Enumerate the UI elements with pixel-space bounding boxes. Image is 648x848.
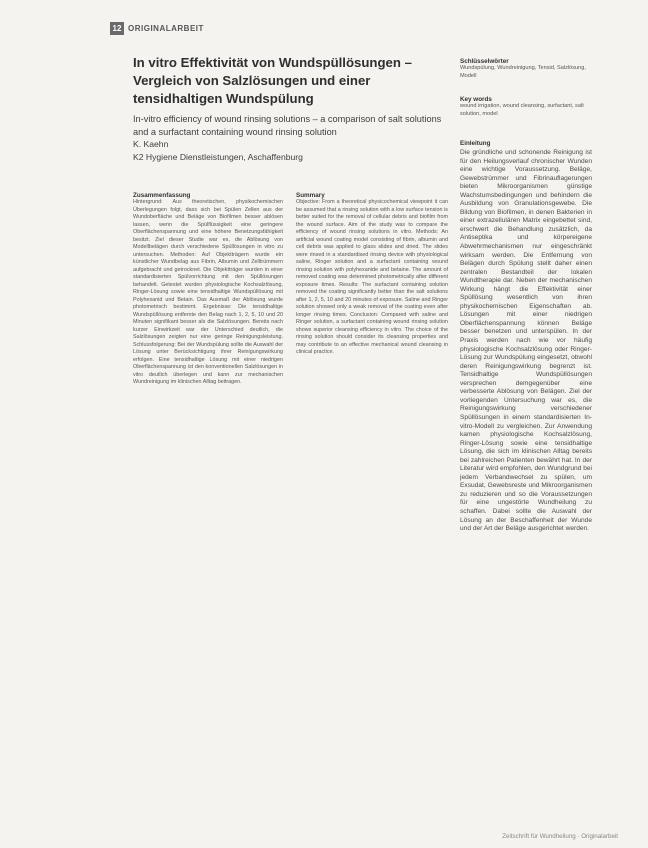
article-title: In vitro Effektivität von Wundspüllösungen – Vergleich von Salzlösungen und einer tensidhaltigen Wundspülung — [133, 55, 412, 106]
abstract-de-heading: Zusammenfassung — [133, 192, 191, 199]
keywords-de-text: Wundspülung, Wundreinigung, Tensid, Salzlösung, Modell — [460, 65, 586, 79]
keywords-en — [460, 96, 592, 118]
abstract-en — [296, 192, 448, 808]
author: K. Kaehn — [133, 139, 169, 149]
keywords-de-heading: Schlüsselwörter — [460, 58, 509, 65]
keywords-en-heading: Key words — [460, 96, 492, 103]
page-number: 12 — [110, 22, 124, 35]
keywords-de — [460, 58, 592, 80]
introduction-text: Die gründliche und schonende Reinigung ist für den Heilungsverlauf chronischer Wunden eine wichtige Voraussetzung. Beläge, Gewebstrümmer und Fibrinauflagerungen bieten Mikroorganismen günstige Wachstumsbedingungen und behindern die Ausbildung von Granulationsgewebe. Die Bildung von Biofilmen, in denen Bakterien in einer extrazellulären Matrix eingebettet sind, erschwert die Behandlung zusätzlich, da Antiseptika und körpereigene Abwehrmechanismen nur eingeschränkt wirksam werden. Die Entfernung von Belägen durch Spülung stellt daher einen zentralen Bestandteil der lokalen Wundtherapie dar. Neben der mechanischen Wirkung hängt die Effektivität einer Spüllösung wesentlich von ihren physikochemischen Eigenschaften ab. Lösungen mit einer niedrigen Oberflächenspannung können Beläge besser benetzen und unterspülen. In der Praxis werden nach wie vor häufig physiologische Kochsalzlösung oder Ringer-Lösung zur Wundspülung eingesetzt, obwohl deren Reinigungswirkung begrenzt ist. Tensidhaltige Wundspüllösungen versprechen demgegenüber eine verbesserte Ablösung von Belägen. Ziel der vorliegenden Untersuchung war es, die Reinigungswirkung verschiedener Spüllösungen in einem standardisierten In-vitro-Modell zu vergleichen. Zur Anwendung kamen physiologische Kochsalzlösung, Ringer-Lösung sowie eine tensidhaltige Lösung, die sich im klinischen Alltag bereits bei zahlreichen Patienten bewährt hat. In der Literatur wird empfohlen, den Wundgrund bei jedem Verbandwechsel zu spülen, um Exsudat, Gewebsreste und Mikroorganismen zu reduzieren und so die Voraussetzungen für eine ungestörte Wundheilung zu schaffen. Dabei sollte die Auswahl der Lösung an der Beschaffenheit der Wunde und der Art der Beläge ausgerichtet werden. — [460, 149, 592, 533]
introduction-heading: Einleitung — [460, 140, 491, 147]
section-label: ORIGINALARBEIT — [128, 24, 204, 33]
keywords-en-text: wound irrigation, wound cleansing, surfactant, salt solution, model — [460, 103, 584, 117]
affiliation: K2 Hygiene Dienstleistungen, Aschaffenburg — [133, 152, 303, 162]
abstract-en-text: Objective: From a theoretical physicochemical viewpoint it can be assumed that a rinsing solution with a low surface tension is better suited for the removal of cellular debris and biofilm from the wound surface. Aim of the study was to compare the efficiency of wound rinsing solutions in vitro. Methods: An artificial wound coating model consisting of fibrin, albumin and cell debris was applied to glass slides and dried. The slides were rinsed in a standardised rinsing device with physiological saline, Ringer solution and a surfactant containing wound rinsing solution with polyhexanide and betaine. The amount of removed coating was determined photometrically after different exposure times. Results: The surfactant containing solution removed the coating significantly better than the salt solutions after 1, 2, 5, 10 and 20 minutes of exposure. Saline and Ringer solution showed only a weak removal of the coating even after longer rinsing times. Conclusion: Compared with saline and Ringer solution, a surfactant containing wound rinsing solution shows superior cleansing efficiency in vitro. The choice of the rinsing solution should consider its cleansing properties and may contribute to an effective mechanical wound cleansing in clinical practice. — [296, 199, 448, 355]
footer: Zeitschrift für Wundheilung · Originalarbeit — [502, 833, 618, 840]
abstract-de — [133, 192, 283, 808]
introduction — [460, 140, 592, 820]
abstract-de-text: Hintergrund: Aus theoretischen, physikochemischen Überlegungen folgt, dass sich bei Spülen Zellen aus der Wundoberfläche und Beläge von Biofilmen besser ablösen lassen, wenn die Spülflüssigkeit eine geringere Oberflächenspannung und eine höhere Benetzungsfähigkeit besitzt. Ziel dieser Studie war es, die Ablösung von Modellbelägen durch verschiedene Spüllösungen in vitro zu untersuchen. Methoden: Auf Objektträgern wurde ein künstlicher Wundbelag aus Fibrin, Albumin und Zelltrümmern aufgebracht und getrocknet. Die Objektträger wurden in einer standardisierten Spülvorrichtung mit den Spüllösungen behandelt. Getestet wurden physiologische Kochsalzlösung, Ringer-Lösung sowie eine tensidhaltige Wundspüllösung mit Polyhexanid und Betain. Das Ausmaß der Ablösung wurde photometrisch bestimmt. Ergebnisse: Die tensidhaltige Wundspüllösung entfernte den Belag nach 1, 2, 5, 10 und 20 Minuten signifikant besser als die Salzlösungen. Bereits nach kurzer Einwirkzeit war der Unterschied deutlich, die Salzlösungen zeigten nur eine geringe Reinigungsleistung. Schlussfolgerung: Bei der Wundspülung sollte die Auswahl der Lösung unter Berücksichtigung ihrer Reinigungswirkung erfolgen. Eine tensidhaltige Lösung mit einer niedrigen Oberflächenspannung ist den konventionellen Salzlösungen in vitro deutlich überlegen und kann zur mechanischen Wundreinigung im klinischen Alltag beitragen. — [133, 199, 283, 385]
english-title: In-vitro efficiency of wound rinsing solutions – a comparison of salt solutions and a surfactant containing wound rinsing solution — [133, 114, 442, 137]
abstract-en-heading: Summary — [296, 192, 325, 199]
